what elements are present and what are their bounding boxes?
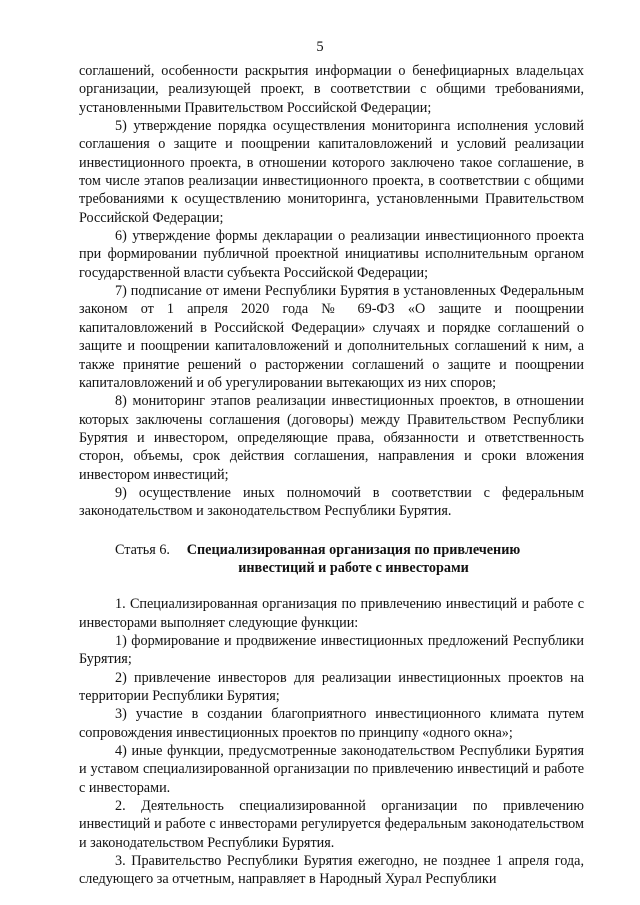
paragraph: 1. Специализированная организация по привлечению инвестиций и работе с инвесторами выполняет следующие функции: (79, 596, 584, 631)
paragraph: соглашений, особенности раскрытия информации о бенефициарных владельцах организации, реализующей проект, в соответствии с общими требованиями, установленными Правительством Российской Федерации; (79, 63, 584, 116)
paragraph: 3) участие в создании благоприятного инвестиционного климата путем сопровождения инвестиционных проектов по принципу «одного окна»; (79, 706, 584, 741)
document-body (79, 62, 584, 889)
page-number: 5 (316, 39, 324, 55)
article-title: Специализированная организация по привлечению инвестиций и работе с инвесторами (186, 541, 521, 576)
article-heading (79, 541, 584, 578)
paragraph: 6) утверждение формы декларации о реализации инвестиционного проекта при формировании публичной проектной инициативы исполнительным органом государственной власти субъекта Российской Федерации; (79, 228, 584, 281)
paragraph: 1) формирование и продвижение инвестиционных предложений Республики Бурятия; (79, 632, 584, 668)
paragraph: 9) осуществление иных полномочий в соответствии с федеральным законодательством и законодательством Республики Бурятия. (79, 484, 584, 520)
paragraph: 8) мониторинг этапов реализации инвестиционных проектов, в отношении которых заключены соглашения (договоры) между Правительством Республики Бурятия и инвестором, определяющие права, обязанности и ответственность сторон, объемы, срок действия соглашения, направления и сроки вложения инвестором инвестиций; (79, 393, 584, 483)
paragraph: 7) подписание от имени Республики Бурятия в установленных Федеральным законом от 1 апреля 2020 года № 69-ФЗ «О защите и поощрении капиталовложений в Российской Федерации» случаях и порядке соглашений о защите и поощрении капиталовложений и дополнительных соглашений к ним, а также принятие решений о расторжении соглашений о защите и поощрении капиталовложений и об урегулировании вытекающих из них споров; (79, 283, 584, 391)
paragraph: 5) утверждение порядка осуществления мониторинга исполнения условий соглашения о защите и поощрении капиталовложений и условий реализации инвестиционного проекта, в отношении которого заключено такое соглашение, в том числе этапов реализации инвестиционного проекта, в соответствии с общими требованиями к осуществлению мониторинга, установленными Правительством Российской Федерации; (79, 118, 584, 226)
paragraph: 2. Деятельность специализированной организации по привлечению инвестиций и работе с инвесторами регулируется федеральным законодательством и законодательством Республики Бурятия. (79, 798, 584, 851)
paragraph: 2) привлечение инвесторов для реализации инвестиционных проектов на территории Республики Бурятия; (79, 669, 584, 704)
paragraph: 3. Правительство Республики Бурятия ежегодно, не позднее 1 апреля года, следующего за отчетным, направляет в Народный Хурал Республики (79, 853, 584, 888)
paragraph: 4) иные функции, предусмотренные законодательством Республики Бурятия и уставом специализированной организации по привлечению инвестиций и работе с инвесторами. (79, 743, 584, 796)
article-label: Статья 6. (115, 541, 174, 558)
